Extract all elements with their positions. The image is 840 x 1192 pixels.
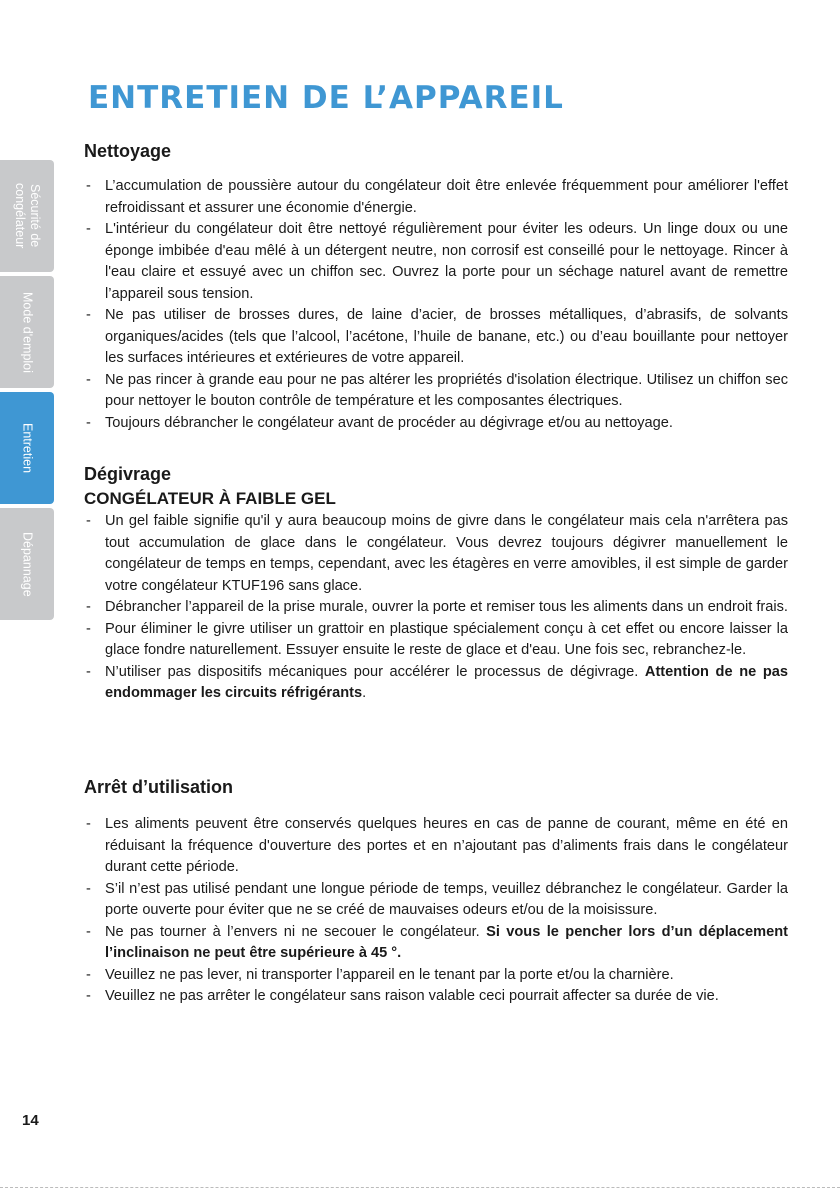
list-item-text: Veuillez ne pas arrêter le congélateur sans raison valable ceci pourrait affecter sa durée de vie. (105, 988, 719, 1004)
list-item (84, 965, 788, 987)
list-item-text: Pour éliminer le givre utiliser un grattoir en plastique spécialement conçu à cet effet ou encore laisser la glace fondre naturellement. Essuyer ensuite le reste de glace et d'eau. Une fois sec, rebranchez-le. (105, 620, 788, 658)
tab-entretien[interactable] (0, 392, 54, 504)
section-degivrage (84, 463, 788, 705)
bullet-dash: - (86, 221, 91, 237)
list-item (84, 922, 788, 965)
list-item-text: Veuillez ne pas lever, ni transporter l’appareil en le tenant par la porte et/ou la charnière. (105, 966, 674, 983)
list-item-text: L’accumulation de poussière autour du congélateur doit être enlevée fréquemment pour améliorer l'effet refroidissant et assurer une économie d'énergie. (105, 178, 788, 216)
section-subheading: CONGÉLATEUR À FAIBLE GEL (84, 489, 336, 508)
list-item-text: N’utiliser pas dispositifs mécaniques pour accélérer le processus de dégivrage. (105, 663, 645, 680)
page-number: 14 (22, 1112, 39, 1129)
list-item-text: Ne pas utiliser de brosses dures, de laine d’acier, de brosses métalliques, d’abrasifs, de solvants organiques/acides (tels que l’alcool, l’acétone, l’huile de banane, etc.) ou d’eau bouillante pour nettoyer les surfaces intérieures et extérieures de votre appareil. (105, 307, 788, 366)
bullet-dash: - (86, 620, 91, 637)
bullet-dash: - (86, 599, 91, 615)
bullet-dash: - (86, 988, 91, 1004)
bullet-dash: - (86, 414, 91, 431)
list-item-text: Toujours débrancher le congélateur avant de procéder au dégivrage et/ou au nettoyage. (105, 414, 673, 431)
arret-list (84, 814, 788, 1008)
list-item (84, 305, 788, 370)
tab-depannage[interactable] (0, 508, 54, 620)
list-item-text: Ne pas rincer à grande eau pour ne pas altérer les propriétés d'isolation électrique. Utilisez un chiffon sec pour nettoyer le bouton contrôle de température et les composantes électriques. (105, 371, 788, 409)
section-arret (84, 776, 788, 1008)
section-heading: Nettoyage (84, 141, 172, 161)
list-item (84, 597, 788, 619)
list-item (84, 370, 788, 413)
bullet-dash: - (86, 178, 91, 194)
degivrage-list (84, 511, 788, 705)
section-heading: Arrêt d’utilisation (84, 777, 234, 797)
list-item (84, 511, 788, 597)
tab-mode-emploi[interactable] (0, 276, 54, 388)
tab-label: Entretien (20, 422, 35, 474)
bullet-dash: - (86, 923, 91, 940)
list-item-end: . (362, 685, 367, 701)
tab-label: Sécurité de congélateur (13, 183, 42, 249)
tab-label: Dépannage (20, 531, 35, 597)
section-tabs (0, 160, 54, 624)
list-item (84, 176, 788, 219)
list-item-text: L'intérieur du congélateur doit être nettoyé régulièrement pour éviter les odeurs. Un linge doux ou une éponge imbibée d'eau mêlé à un détergent neutre, non corrosif est conseillé pour le nettoyage. Rincer à l'eau claire et essuyé avec un chiffon sec. Ouvrez la porte pour un séchage naturel avant de remettre l’appareil sous tension. (105, 221, 788, 302)
bullet-dash: - (86, 966, 91, 983)
section-heading: Dégivrage (84, 464, 172, 484)
bullet-dash: - (86, 513, 91, 529)
tab-securite[interactable] (0, 160, 54, 272)
warning-text: Si vous le pencher lors d’un déplacement l’inclinaison ne peut être supérieure à 45 °. (105, 923, 788, 961)
bullet-dash: - (86, 307, 91, 323)
list-item (84, 879, 788, 922)
warning-text: Attention de ne pas endommager les circuits réfrigérants (105, 663, 788, 701)
bullet-dash: - (86, 816, 91, 832)
bullet-dash: - (86, 371, 91, 388)
section-nettoyage (84, 140, 788, 431)
list-item-text: S’il n’est pas utilisé pendant une longue période de temps, veuillez débranchez le congélateur. Garder la porte ouverte pour éviter que ne se créé de mauvaises odeurs et/ou de la moisissure. (105, 880, 788, 918)
list-item (84, 814, 788, 879)
bullet-dash: - (86, 880, 91, 897)
nettoyage-list (84, 176, 788, 434)
list-item-text: Débrancher l’appareil de la prise murale, ouvrer la porte et remiser tous les aliments dans un endroit frais. (105, 599, 788, 615)
list-item-text: Ne pas tourner à l’envers ni ne secouer le congélateur. (105, 923, 487, 940)
list-item (84, 986, 788, 1008)
page-title: ENTRETIEN DE L’APPAREIL (88, 80, 564, 116)
bullet-dash: - (86, 663, 91, 680)
list-item (84, 662, 788, 705)
tab-label: Mode d'emploi (20, 291, 35, 373)
list-item (84, 619, 788, 662)
bottom-divider (0, 1187, 840, 1188)
list-item-text: Un gel faible signifie qu'il y aura beaucoup moins de givre dans le congélateur mais cela n'arrêtera pas tout accumulation de glace dans le congélateur. Vous devrez toujours dégivrer manuellement le congélateur de temps en temps, cependant, avec les étagères en verre amovibles, il est simple de garder votre congélateur KTUF196 sans glace. (105, 513, 788, 594)
list-item (84, 413, 788, 435)
list-item-text: Les aliments peuvent être conservés quelques heures en cas de panne de courant, même en été en réduisant la fréquence d'ouverture des portes et en n’ajoutant pas d’aliments frais dans le congélateur durant cette période. (105, 816, 788, 875)
list-item (84, 219, 788, 305)
